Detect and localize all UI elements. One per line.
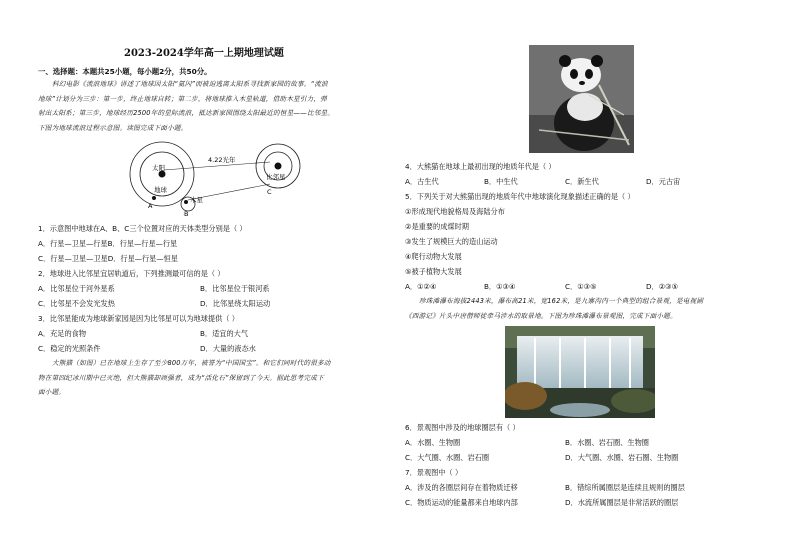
q2-option-b[interactable]: B．比邻星位于银河系 bbox=[200, 284, 270, 293]
q2-option-d[interactable]: D．比邻星绕太阳运动 bbox=[200, 299, 271, 308]
q6-option-b[interactable]: B．水圈、岩石圈、生物圈 bbox=[565, 438, 649, 447]
intro2-line: 面小题。 bbox=[38, 388, 66, 396]
waterfall-illustration bbox=[505, 326, 655, 418]
point-b: B bbox=[184, 210, 189, 218]
q6-stem: 6．景观图中涉及的地球圈层有（ ） bbox=[405, 423, 520, 432]
intro2-line: 大熊猫（如图）已在地球上生存了至少800万年，被誉为“中国国宝”。和它们同时代的很多动 bbox=[52, 359, 331, 367]
q4-option-c[interactable]: C．新生代 bbox=[565, 177, 599, 186]
q4-stem: 4．大熊猫在地球上最初出现的地质年代是（ ） bbox=[405, 162, 556, 171]
proxima-dot bbox=[275, 163, 282, 170]
q5-option-c[interactable]: C．①③⑤ bbox=[565, 282, 597, 291]
q7-option-a[interactable]: A．涉及的各圈层间存在着物质迁移 bbox=[405, 483, 518, 492]
q4-option-a[interactable]: A．古生代 bbox=[405, 177, 439, 186]
q5-statement-3: ③发生了规模巨大的造山运动 bbox=[405, 237, 498, 246]
panda-illustration bbox=[529, 45, 634, 153]
proxima-label: 比邻星 bbox=[266, 173, 286, 181]
jupiter-label: 木星 bbox=[190, 196, 203, 204]
q5-stem: 5．下列关于对大熊猫出现的地质年代中地球演化现象描述正确的是（ ） bbox=[405, 192, 635, 201]
earth-wandering-diagram bbox=[120, 140, 310, 220]
earth-label: 地球 bbox=[154, 186, 167, 194]
point-c: C bbox=[267, 188, 272, 196]
q6-option-c[interactable]: C．大气圈、水圈、岩石圈 bbox=[405, 453, 490, 462]
q7-stem: 7．景观图中（ ） bbox=[405, 468, 463, 477]
intro-paragraph-3 bbox=[405, 294, 770, 323]
page-title: 2023-2024学年高一上期地理试题 bbox=[124, 48, 284, 59]
q5-option-b[interactable]: B．①③④ bbox=[484, 282, 516, 291]
q6-option-d[interactable]: D．大气圈、水圈、岩石圈、生物圈 bbox=[565, 453, 679, 462]
intro-paragraph-1 bbox=[38, 77, 398, 135]
intro2-line: 物在第四纪冰川期中已灭绝，但大熊猫却顽强者，成为“活化石”保留到了今天。据此思考完成下 bbox=[38, 373, 324, 382]
q2-stem: 2．地球进入比邻星宜居轨道后，下列推测最可信的是（ ） bbox=[38, 269, 225, 278]
intro1-line: 下图为地球流浪过程示意图。读图完成下面小题。 bbox=[38, 123, 188, 132]
q3-option-b[interactable]: B．适宜的大气 bbox=[200, 329, 249, 338]
travel-path bbox=[188, 184, 270, 200]
q4-option-d[interactable]: D．元古宙 bbox=[646, 177, 681, 186]
q7-option-c[interactable]: C．物质运动的能量都来自地球内部 bbox=[405, 498, 518, 507]
q5-statement-2: ②是重要的成煤时期 bbox=[405, 222, 469, 231]
q1-option-ab[interactable]: A．行星—卫星—行星B．行星—行星—行星 bbox=[38, 239, 178, 248]
waterfall-photo bbox=[505, 326, 655, 418]
q5-option-d[interactable]: D．②③⑤ bbox=[646, 282, 679, 291]
q6-option-a[interactable]: A．水圈、生物圈 bbox=[405, 438, 461, 447]
intro3-line: 珍珠滩瀑布海拔2443米，瀑布高21米，宽162米，是九寨沟内一个典型的组合景观，是电视剧 bbox=[419, 297, 704, 305]
q1-stem: 1．示意图中地球在A、B、C三个位置对应的天体类型分别是（ ） bbox=[38, 224, 247, 233]
panda-photo bbox=[529, 45, 634, 153]
q2-option-a[interactable]: A．比邻星位于河外星系 bbox=[38, 284, 115, 293]
q4-option-b[interactable]: B．中生代 bbox=[484, 177, 518, 186]
intro1-line: 科幻电影《流浪地球》讲述了地球因太阳“氦闪”而被迫逃离太阳系寻找新家园的故事。“流浪 bbox=[52, 80, 328, 88]
section-heading: 一、选择题：本题共25小题，每小题2分，共50分。 bbox=[38, 67, 212, 76]
distance-label: 4.22光年 bbox=[208, 156, 236, 164]
q5-statement-1: ①形成现代地貌格局及海陆分布 bbox=[405, 207, 505, 216]
earth-dot bbox=[152, 196, 156, 200]
q1-option-cd[interactable]: C．行星—卫星—卫星D．行星—行星—恒星 bbox=[38, 254, 178, 263]
intro1-line: 地球”计划分为三步：第一步，终止地球自转；第二步，将地球推入木星轨道，借助木星引力，弹 bbox=[38, 94, 327, 103]
sun-label: 太阳 bbox=[152, 164, 165, 172]
q7-option-b[interactable]: B．错综所属圈层是连续且规则的圈层 bbox=[565, 483, 685, 492]
q7-option-d[interactable]: D．水流所属圈层是非常活跃的圈层 bbox=[565, 498, 679, 507]
intro3-line: 《西游记》片头中唐僧师徒牵马涉水的取景地。下图为珍珠滩瀑布景观图，完成下面小题。 bbox=[405, 311, 677, 320]
q3-stem: 3．比邻星能成为地球新家园是因为比邻星可以为地球提供（ ） bbox=[38, 314, 239, 323]
q3-option-d[interactable]: D．大量的液态水 bbox=[200, 344, 256, 353]
intro-paragraph-2 bbox=[38, 356, 398, 400]
intro1-line: 射出太阳系；第三步，地球经历2500年的星际流浪，抵达新家园围绕太阳最近的恒星——比邻星。 bbox=[38, 109, 335, 117]
q3-option-c[interactable]: C．稳定的光照条件 bbox=[38, 344, 101, 353]
point-a: A bbox=[148, 202, 153, 210]
q5-statement-4: ④爬行动物大发展 bbox=[405, 252, 462, 261]
jupiter-dot bbox=[184, 200, 188, 204]
q3-option-a[interactable]: A．充足的食物 bbox=[38, 329, 87, 338]
q2-option-c[interactable]: C．比邻星不会发光发热 bbox=[38, 299, 115, 308]
q5-statement-5: ⑤被子植物大发展 bbox=[405, 267, 462, 276]
q5-option-a[interactable]: A．①②④ bbox=[405, 282, 437, 291]
